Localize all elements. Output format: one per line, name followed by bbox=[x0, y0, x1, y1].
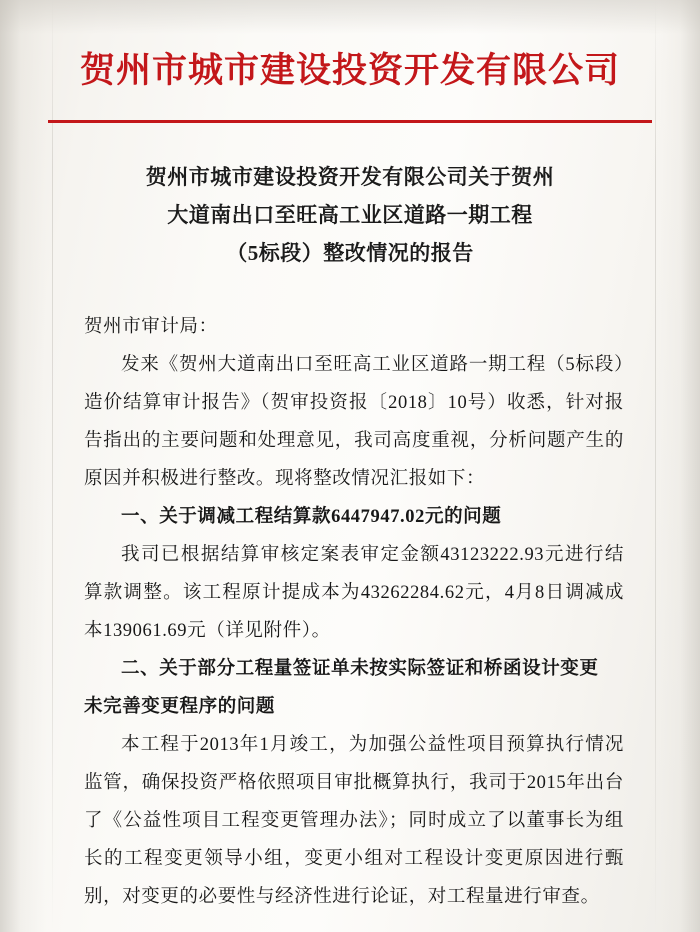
paragraph-section-one-body: 我司已根据结算审核定案表审定金额43123222.93元进行结算款调整。该工程原计提成本为43262284.62元，4月8日调减成本139061.69元（详见附件）。 bbox=[84, 545, 624, 641]
document-title bbox=[80, 158, 620, 272]
section-heading-two: 二、关于部分工程量签证单未按实际签证和桥函设计变更 bbox=[121, 659, 599, 679]
document-body bbox=[84, 308, 624, 916]
letterhead-title: 贺州市城市建设投资开发有限公司 bbox=[79, 51, 620, 90]
document-title-line-2: 大道南出口至旺高工业区道路一期工程 bbox=[167, 203, 533, 227]
section-heading-one: 一、关于调减工程结算款6447947.02元的问题 bbox=[121, 507, 502, 527]
paragraph-intro: 发来《贺州大道南出口至旺高工业区道路一期工程（5标段）造价结算审计报告》（贺审投资报〔2018〕10号）收悉，针对报告指出的主要问题和处理意见，我司高度重视，分析问题产生的原因并积极进行整改。现将整改情况汇报如下： bbox=[84, 355, 624, 489]
letterhead bbox=[0, 52, 700, 91]
letterhead-divider bbox=[48, 120, 652, 123]
paper-fold-line-right bbox=[655, 0, 656, 932]
section-heading-two-continued: 未完善变更程序的问题 bbox=[84, 697, 276, 717]
document-title-line-1: 贺州市城市建设投资开发有限公司关于贺州 bbox=[145, 165, 555, 189]
paragraph-section-two-body: 本工程于2013年1月竣工，为加强公益性项目预算执行情况监管，确保投资严格依照项目审批概算执行，我司于2015年出台了《公益性项目工程变更管理办法》；同时成立了以董事长为组长的工程变更领导小组，变更小组对工程设计变更原因进行甄别，对变更的必要性与经济性进行论证，对工程量进行审查。 bbox=[84, 735, 624, 907]
addressee: 贺州市审计局： bbox=[84, 317, 218, 337]
paper-shadow-right bbox=[660, 0, 700, 932]
paper-fold-line-left bbox=[52, 0, 53, 932]
paper-shadow-top bbox=[0, 0, 700, 34]
document-title-line-3: （5标段）整改情况的报告 bbox=[226, 241, 474, 265]
paper-shadow-left bbox=[0, 0, 46, 932]
